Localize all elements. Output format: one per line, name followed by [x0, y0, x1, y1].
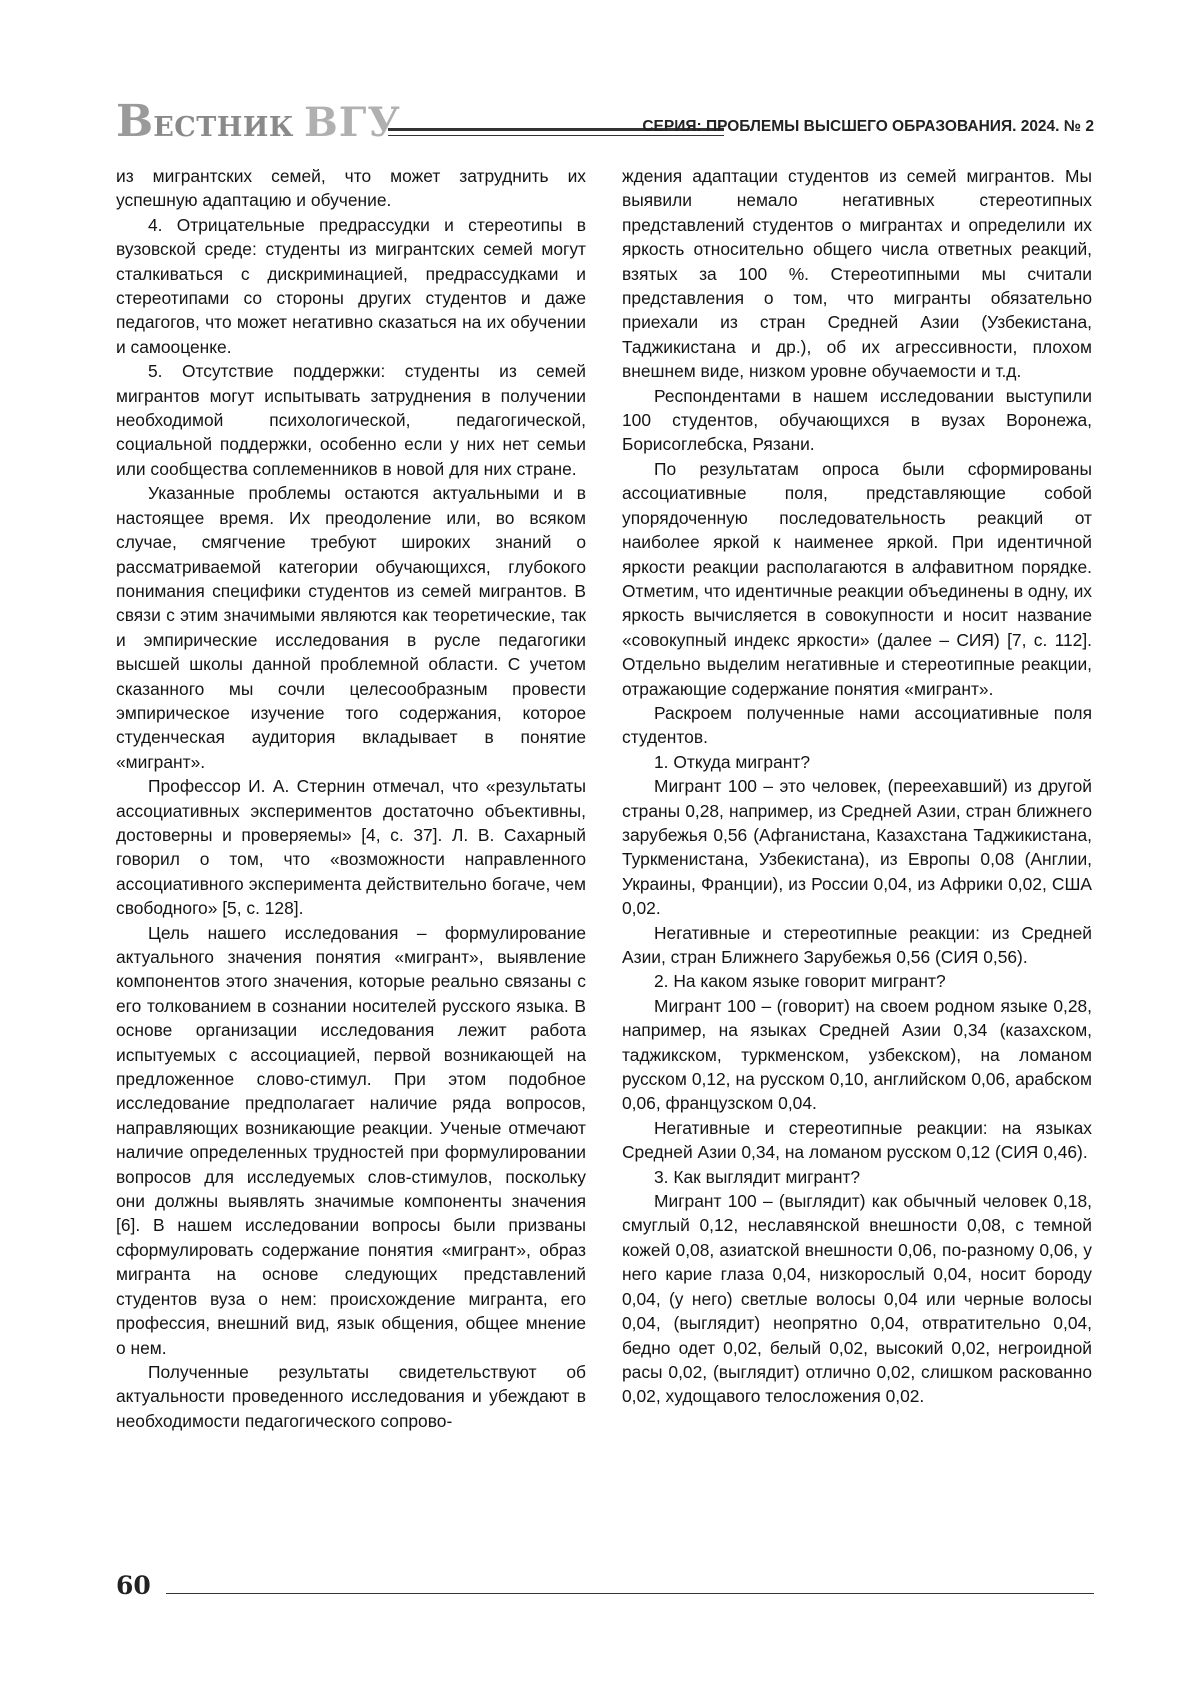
journal-header — [116, 96, 1094, 148]
paragraph: Цель нашего исследования – формулирование актуального значения понятия «мигрант», выявление компонентов этого значения, которые реально связаны с его толкованием в сознании носителей русского языка. В основе организации исследования лежит работа испытуемых с ассоциацией, первой возникающей на предложенное слово-стимул. При этом подобное исследование предполагает наличие ряда вопросов, направляющих возникающие реакции. Ученые отмечают наличие определенных трудностей при формулировании вопросов для исследуемых слов-стимулов, поскольку они должны выявлять значимые компоненты значения [6]. В нашем исследовании вопросы были призваны сформулировать содержание понятия «мигрант», образ мигранта на основе следующих представлений студентов вуза о нем: происхождение мигранта, его профессия, внешний вид, язык общения, общее мнение о нем. — [116, 922, 586, 1358]
paragraph: Раскроем полученные нами ассоциативные поля студентов. — [622, 702, 1092, 748]
paragraph: Мигрант 100 – (говорит) на своем родном языке 0,28, например, на языках Средней Азии 0,34 (казахском, таджикском, туркменском, узбекском), на ломаном русском 0,12, на русском 0,10, английском 0,06, арабском 0,06, французском 0,04. — [622, 995, 1092, 1114]
paragraph: из мигрантских семей, что может затруднить их успешную адаптацию и обучение. — [116, 166, 586, 211]
page-number: 60 — [116, 1571, 151, 1600]
paragraph: Респондентами в нашем исследовании выступили 100 студентов, обучающихся в вузах Воронежа, Борисоглебска, Рязани. — [622, 385, 1092, 455]
paragraph: 5. Отсутствие поддержки: студенты из семей мигрантов могут испытывать затруднения в получении необходимой психологической, педагогической, социальной поддержки, особенно если у них нет семьи или сообщества соплеменников в новой для них стране. — [116, 361, 586, 479]
series-title: СЕРИЯ: ПРОБЛЕМЫ ВЫСШЕГО ОБРАЗОВАНИЯ. 2024. № 2 — [642, 118, 1094, 135]
right-column — [622, 164, 1092, 1409]
logo-vgu: ВГУ — [303, 99, 401, 146]
footer-rule — [166, 1593, 1094, 1594]
left-column — [116, 164, 586, 1433]
paragraph: Мигрант 100 – (выглядит) как обычный человек 0,18, смуглый 0,12, неславянской внешности 0,08, с темной кожей 0,08, азиатской внешности 0,06, по-разному 0,06, у него карие глаза 0,04, низкорослый 0,04, носит бороду 0,04, (у него) светлые волосы 0,04 или черные волосы 0,04, (выглядит) неопрятно 0,04, отвратительно 0,04, бедно одет 0,02, белый 0,02, высокий 0,02, негроидной расы 0,02, (выглядит) отлично 0,02, слишком раскованно 0,02, худощавого телосложения 0,02. — [622, 1191, 1092, 1407]
page-footer — [116, 1560, 1094, 1600]
logo-word: ЕСТНИК — [153, 112, 294, 143]
section-question: 1. Откуда мигрант? — [654, 751, 810, 772]
paragraph: Указанные проблемы остаются актуальными и в настоящее время. Их преодоление или, во всяком случае, смягчение требуют широких знаний о рассматриваемой категории обучающихся, глубокого понимания специфики студентов из семей мигрантов. В связи с этим значимыми являются как теоретические, так и эмпирические исследования в русле педагогики высшей школы данной проблемной области. С учетом сказанного мы сочли целесообразным провести эмпирическое изучение того содержания, которое студенческая аудитория вкладывает в понятие «мигрант». — [116, 483, 586, 772]
paragraph: Негативные и стереотипные реакции: из Средней Азии, стран Ближнего Зарубежья 0,56 (СИЯ 0,56). — [622, 922, 1092, 967]
journal-logo — [116, 96, 401, 147]
paragraph: Негативные и стереотипные реакции: на языках Средней Азии 0,34, на ломаном русском 0,12 (СИЯ 0,46). — [622, 1117, 1092, 1163]
paragraph: ждения адаптации студентов из семей мигрантов. Мы выявили немало негативных стереотипных представлений студентов о мигрантах и определили их яркость относительно общего числа ответных реакций, взятых за 100 %. Стереотипными мы считали представления о том, что мигранты обязательно приехали из стран Средней Азии (Узбекистана, Таджикистана и др.), об их агрессивности, плохом внешнем виде, низком уровне обучаемости и т.д. — [622, 166, 1092, 382]
paragraph: 4. Отрицательные предрассудки и стереотипы в вузовской среде: студенты из мигрантских семей могут сталкиваться с дискриминацией, предрассудками и стереотипами со стороны других студентов и даже педагогов, что может негативно сказаться на их обучении и самооценке. — [116, 214, 586, 357]
section-question: 2. На каком языке говорит мигрант? — [654, 971, 946, 992]
paragraph: По результатам опроса были сформированы ассоциативные поля, представляющие собой упорядоченную последовательность реакций от наиболее яркой к наименее яркой. При идентичной яркости реакции располагаются в алфавитном порядке. Отметим, что идентичные реакции объединены в одну, их яркость вычисляется в совокупности и носит название «совокупный индекс яркости» (далее – СИЯ) [7, с. 112]. Отдельно выделим негативные и стереотипные реакции, отражающие содержание понятия «мигрант». — [622, 458, 1092, 699]
paragraph: Профессор И. А. Стернин отмечал, что «результаты ассоциативных экспериментов достаточно объективны, достоверны и проверяемы» [4, с. 37]. Л. В. Сахарный говорил о том, что «возможности направленного ассоциативного эксперимента действительно богаче, чем свободного» [5, с. 128]. — [116, 776, 586, 919]
paragraph: Полученные результаты свидетельствуют об актуальности проведенного исследования и убеждают в необходимости педагогического сопрово- — [116, 1361, 586, 1431]
paragraph: Мигрант 100 – это человек, (переехавший) из другой страны 0,28, например, из Средней Азии, стран ближнего зарубежья 0,56 (Афганистана, Казахстана Таджикистана, Туркменистана, Узбекистана), из Европы 0,08 (Англии, Украины, Франции), из России 0,04, из Африки 0,02, США 0,02. — [622, 776, 1092, 919]
section-question: 3. Как выглядит мигрант? — [654, 1166, 861, 1187]
logo-initial: В — [116, 96, 154, 147]
